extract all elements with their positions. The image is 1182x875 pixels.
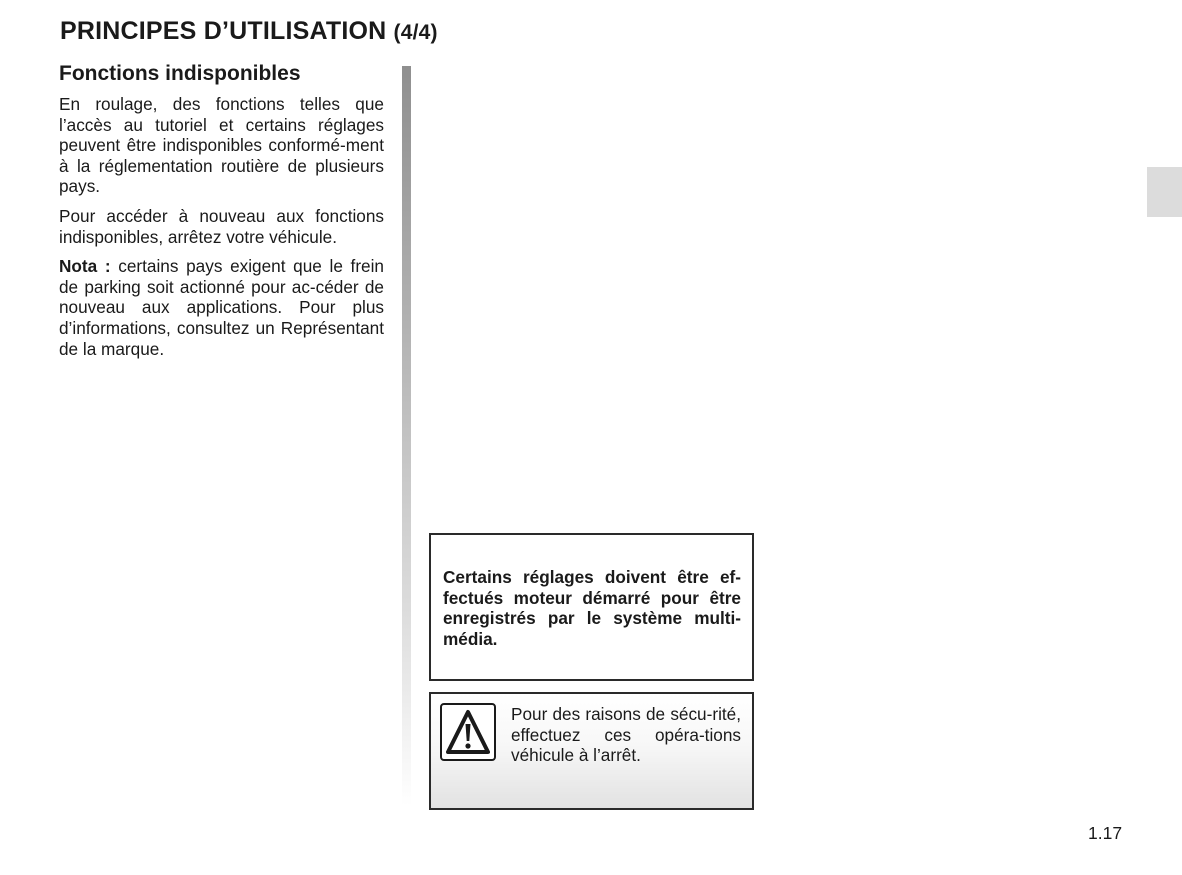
page-number: 1.17 <box>1088 823 1123 843</box>
nota-label: Nota : <box>59 256 111 277</box>
page-title <box>60 17 438 46</box>
info-box-text: Certains réglages doivent être ef-fectués moteur démarré pour être enregistrés par le système multi-média. <box>443 567 741 649</box>
nota-text: certains pays exigent que le frein de parking soit actionné pour ac-céder de nouveau aux applications. Pour plus d’informations, consultez un Représentant de la marque. <box>59 256 384 359</box>
column-divider <box>402 66 411 806</box>
warning-triangle-icon <box>440 703 496 761</box>
paragraph-driving-restrictions: En roulage, des fonctions telles que l’accès au tutoriel et certains réglages peuvent être indisponibles conformé-ment à la réglementation routière de plusieurs pays. <box>59 94 384 197</box>
nota-paragraph <box>59 256 384 359</box>
warning-box-text: Pour des raisons de sécu-rité, effectuez ces opéra-tions véhicule à l’arrêt. <box>511 704 741 766</box>
info-box <box>429 533 754 681</box>
warning-box <box>429 692 754 810</box>
left-column <box>59 62 384 368</box>
page-title-text: PRINCIPES D’UTILISATION <box>60 17 387 45</box>
paragraph-stop-vehicle: Pour accéder à nouveau aux fonctions indisponibles, arrêtez votre véhicule. <box>59 205 384 247</box>
section-heading: Fonctions indisponibles <box>59 62 301 85</box>
page-title-part: (4/4) <box>393 21 438 44</box>
chapter-tab <box>1147 167 1182 217</box>
